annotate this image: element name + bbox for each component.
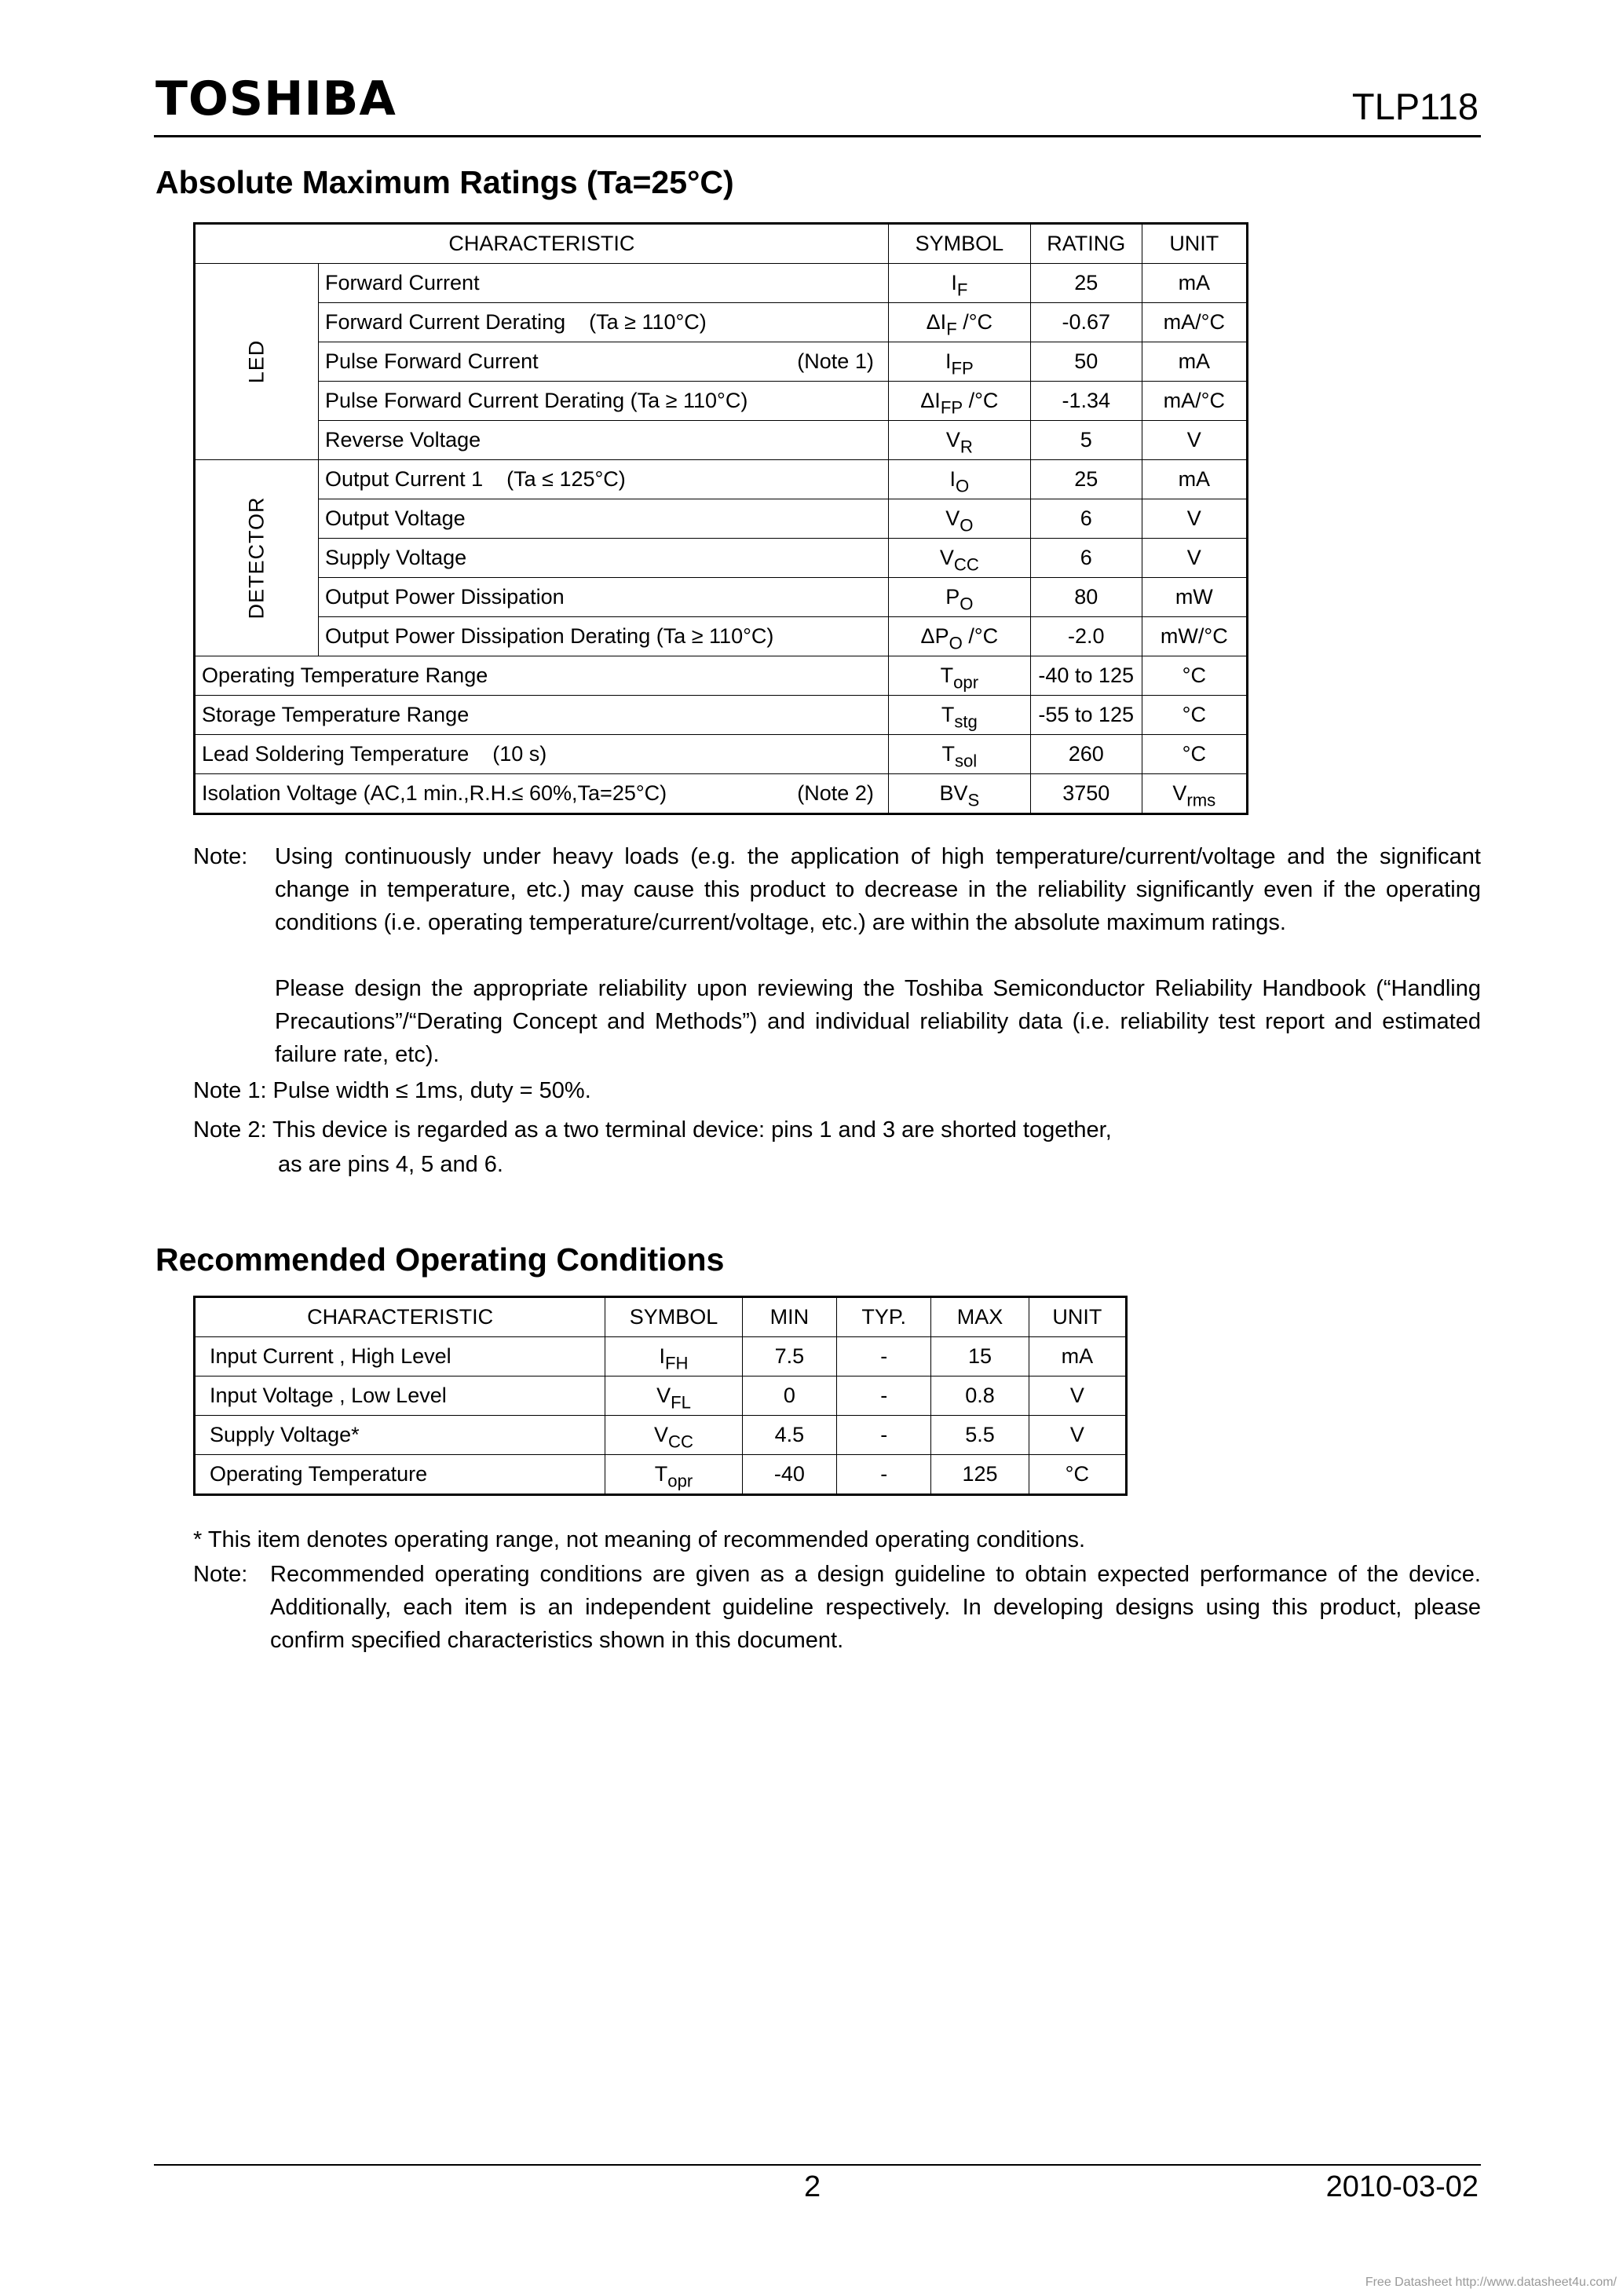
amr-header-unit: UNIT [1142,224,1247,264]
unit-base: °C [1182,703,1206,726]
characteristic-name: Output Power Dissipation [325,585,565,609]
rating-cell: 25 [1030,460,1142,499]
symbol-base: I [659,1344,666,1368]
amr-note-2 [275,972,1481,1071]
symbol-cell [888,303,1030,342]
table-row [195,382,1248,421]
group-label-text: LED [244,339,269,384]
rating-cell: 50 [1030,342,1142,382]
symbol-base: V [945,506,960,530]
symbol-subscript: S [967,790,980,810]
symbol-cell [888,774,1030,814]
amr-note [193,840,1481,939]
page-number: 2 [804,2170,821,2203]
symbol-cell [888,735,1030,774]
table-row [195,342,1248,382]
symbol-subscript: FP [951,358,974,378]
unit-cell [1142,539,1247,578]
symbol-base: T [654,1462,668,1486]
symbol-cell [888,656,1030,696]
symbol-subscript: opr [953,672,979,693]
symbol-base: ΔI [926,310,947,334]
symbol-subscript: O [949,633,963,653]
characteristic-note [874,546,882,570]
characteristic-cell [319,342,889,382]
roc-note [193,1558,1481,1657]
min-cell: 0 [742,1377,836,1416]
unit-base: mA [1178,271,1211,294]
rating-cell: 25 [1030,264,1142,303]
characteristic-name: Forward Current [325,271,480,294]
symbol-cell [605,1337,742,1377]
typ-cell: - [837,1337,931,1377]
table-row [195,1337,1127,1377]
unit-cell [1142,774,1247,814]
max-cell: 0.8 [931,1377,1029,1416]
symbol-subscript: FP [940,397,963,418]
symbol-subscript: O [960,515,974,536]
unit-cell: V [1029,1416,1126,1455]
unit-base: mA [1178,349,1211,373]
symbol-subscript: F [956,280,968,300]
symbol-cell [888,617,1030,656]
symbol-subscript: FL [671,1392,691,1413]
characteristic-cell [319,303,889,342]
symbol-cell [888,382,1030,421]
characteristic-name: Output Voltage [325,506,466,530]
unit-base: V [1172,781,1187,805]
rating-cell: 260 [1030,735,1142,774]
rating-cell: 80 [1030,578,1142,617]
unit-cell [1142,303,1247,342]
symbol-subscript: R [960,437,973,457]
table-row [195,421,1248,460]
unit-cell: °C [1029,1455,1126,1495]
unit-cell [1142,421,1247,460]
characteristic-name: Pulse Forward Current Derating (Ta ≥ 110°C) [325,389,748,412]
characteristic-cell: Input Current , High Level [195,1337,605,1377]
min-cell: 7.5 [742,1337,836,1377]
roc-header-unit: UNIT [1029,1297,1126,1337]
recommended-operating-conditions-table [193,1296,1128,1496]
symbol-base: P [945,585,960,609]
characteristic-note [874,389,882,413]
characteristic-cell [319,617,889,656]
characteristic-note [874,428,882,452]
table-row [195,1377,1127,1416]
amr-note-2-line-1: Note 2: This device is regarded as a two terminal device: pins 1 and 3 are shorted together, [193,1117,1112,1143]
characteristic-cell [319,578,889,617]
header-rule [154,135,1481,137]
symbol-suffix: /°C [956,310,993,334]
amr-header-rating: RATING [1030,224,1142,264]
symbol-base: I [945,349,952,373]
symbol-cell [888,499,1030,539]
characteristic-note [874,742,882,766]
unit-subscript: rms [1186,790,1216,810]
rating-cell: 6 [1030,539,1142,578]
characteristic-cell [319,539,889,578]
group-label-detector [195,460,319,656]
characteristic-note [874,506,882,531]
roc-header-min: MIN [742,1297,836,1337]
symbol-base: V [656,1384,671,1407]
amr-header-row [195,224,1248,264]
characteristic-note: (Note 1) [797,349,874,373]
symbol-base: I [951,271,957,294]
unit-base: °C [1182,664,1206,687]
characteristic-note [874,664,882,688]
unit-base: mA [1178,467,1211,491]
rating-cell: -0.67 [1030,303,1142,342]
characteristic-name: Output Power Dissipation Derating (Ta ≥ 110°C) [325,624,774,648]
characteristic-note [874,467,882,492]
rating-cell: 3750 [1030,774,1142,814]
characteristic-name: Storage Temperature Range [202,703,470,726]
table-row [195,696,1248,735]
characteristic-name: Reverse Voltage [325,428,481,452]
amr-body [195,264,1248,814]
unit-base: mA/°C [1163,389,1225,412]
characteristic-cell [195,696,889,735]
symbol-cell [888,342,1030,382]
table-row [195,303,1248,342]
unit-cell: V [1029,1377,1126,1416]
table-row [195,539,1248,578]
unit-cell [1142,617,1247,656]
characteristic-note: (Note 2) [797,781,874,805]
roc-body [195,1337,1127,1495]
rating-cell: -55 to 125 [1030,696,1142,735]
roc-note-label: Note: [193,1562,248,1587]
part-number: TLP118 [1351,86,1479,127]
symbol-base: V [654,1423,669,1446]
absolute-max-ratings-table [193,222,1248,815]
toshiba-logo: TOSHIBA [155,71,397,126]
roc-title: Recommended Operating Conditions [155,1241,725,1278]
min-cell: 4.5 [742,1416,836,1455]
symbol-base: I [949,467,956,491]
symbol-subscript: CC [668,1431,694,1452]
characteristic-name: Output Current 1 (Ta ≤ 125°C) [325,467,626,491]
symbol-subscript: FH [665,1353,689,1373]
watermark: Free Datasheet http://www.datasheet4u.com/ [1365,2276,1617,2289]
roc-note-text: Recommended operating conditions are given as a design guideline to obtain expected performance of the device. Additionally, each item is an independent guideline respectively. In developing designs using this product, please confirm specified characteristics shown in this document. [270,1562,1481,1653]
roc-header-typ: TYP. [837,1297,931,1337]
unit-base: °C [1182,742,1206,766]
symbol-cell [605,1455,742,1495]
characteristic-cell [195,656,889,696]
symbol-subscript: F [946,319,957,339]
symbol-base: T [941,742,955,766]
symbol-suffix: /°C [963,389,999,412]
unit-cell [1142,696,1247,735]
rating-cell: 6 [1030,499,1142,539]
symbol-base: V [945,428,960,452]
characteristic-cell: Operating Temperature [195,1455,605,1495]
characteristic-note [874,271,882,295]
amr-note-label: Note: [193,844,248,869]
rating-cell: -2.0 [1030,617,1142,656]
symbol-cell [888,264,1030,303]
characteristic-cell [319,499,889,539]
footer-rule [154,2164,1481,2166]
rating-cell: -40 to 125 [1030,656,1142,696]
unit-base: mW [1175,585,1213,609]
table-row [195,499,1248,539]
symbol-subscript: CC [953,554,979,575]
unit-cell [1142,460,1247,499]
amr-note-2-line-2: as are pins 4, 5 and 6. [278,1152,503,1177]
characteristic-note [874,310,882,335]
unit-base: V [1186,506,1201,530]
symbol-cell [888,421,1030,460]
roc-header-row [195,1297,1127,1337]
characteristic-note [874,624,882,649]
group-label-text: DETECTOR [244,496,269,620]
unit-cell [1142,656,1247,696]
unit-cell [1142,382,1247,421]
characteristic-cell [319,382,889,421]
symbol-base: ΔI [920,389,941,412]
symbol-subscript: stg [954,711,978,732]
unit-base: V [1186,428,1201,452]
roc-header-symbol: SYMBOL [605,1297,742,1337]
table-row [195,617,1248,656]
symbol-base: V [939,546,954,569]
table-row [195,264,1248,303]
characteristic-name: Lead Soldering Temperature (10 s) [202,742,547,766]
typ-cell: - [837,1455,931,1495]
symbol-base: BV [939,781,968,805]
unit-cell [1142,499,1247,539]
table-row [195,735,1248,774]
group-label-led [195,264,319,460]
symbol-base: T [941,703,955,726]
symbol-cell [888,460,1030,499]
characteristic-name: Isolation Voltage (AC,1 min.,R.H.≤ 60%,Ta=25°C) [202,781,667,805]
characteristic-cell [319,460,889,499]
symbol-suffix: /°C [962,624,999,648]
amr-title: Absolute Maximum Ratings (Ta=25°C) [155,164,734,200]
rating-cell: 5 [1030,421,1142,460]
symbol-cell [888,696,1030,735]
characteristic-cell: Supply Voltage* [195,1416,605,1455]
symbol-subscript: opr [667,1471,693,1491]
min-cell: -40 [742,1455,836,1495]
roc-header-max: MAX [931,1297,1029,1337]
characteristic-name: Pulse Forward Current [325,349,539,373]
characteristic-name: Operating Temperature Range [202,664,488,687]
table-row [195,1455,1127,1495]
symbol-cell [605,1377,742,1416]
roc-header-characteristic: CHARACTERISTIC [195,1297,605,1337]
symbol-subscript: O [960,594,974,614]
amr-note-1: Note 1: Pulse width ≤ 1ms, duty = 50%. [193,1078,591,1103]
rating-cell: -1.34 [1030,382,1142,421]
typ-cell: - [837,1416,931,1455]
characteristic-note [874,703,882,727]
characteristic-cell: Input Voltage , Low Level [195,1377,605,1416]
characteristic-note [874,585,882,609]
characteristic-cell [319,421,889,460]
unit-base: V [1186,546,1201,569]
amr-note-text-2: Please design the appropriate reliability upon reviewing the Toshiba Semiconductor Reliability Handbook (“Handling Precautions”/“Derating Concept and Methods”) and individual reliability data (i.e. reliability test report and estimated failure rate, etc). [275,976,1481,1067]
symbol-base: ΔP [920,624,949,648]
page-date: 2010-03-02 [1325,2170,1479,2203]
table-row [195,1416,1127,1455]
unit-base: mW/°C [1160,624,1228,648]
symbol-base: T [940,664,954,687]
amr-header-symbol: SYMBOL [888,224,1030,264]
amr-note-text: Using continuously under heavy loads (e.g. the application of high temperature/current/voltage and the significant change in temperature, etc.) may cause this product to decrease in the reliability significantly even if the operating conditions (i.e. operating temperature/current/voltage, etc.) are within the absolute maximum ratings. [275,844,1481,935]
characteristic-name: Forward Current Derating (Ta ≥ 110°C) [325,310,707,334]
symbol-cell [605,1416,742,1455]
characteristic-cell [195,774,889,814]
unit-cell [1142,578,1247,617]
unit-cell [1142,735,1247,774]
unit-cell: mA [1029,1337,1126,1377]
table-row [195,578,1248,617]
table-row [195,774,1248,814]
symbol-cell [888,539,1030,578]
max-cell: 5.5 [931,1416,1029,1455]
roc-asterisk-note: * This item denotes operating range, not meaning of recommended operating conditions. [193,1527,1085,1552]
max-cell: 15 [931,1337,1029,1377]
max-cell: 125 [931,1455,1029,1495]
characteristic-cell [319,264,889,303]
amr-header-characteristic: CHARACTERISTIC [195,224,889,264]
symbol-subscript: sol [954,751,978,771]
table-row [195,460,1248,499]
characteristic-cell [195,735,889,774]
symbol-subscript: O [955,476,970,496]
characteristic-name: Supply Voltage [325,546,467,569]
symbol-cell [888,578,1030,617]
unit-cell [1142,264,1247,303]
unit-cell [1142,342,1247,382]
unit-base: mA/°C [1163,310,1225,334]
table-row [195,656,1248,696]
typ-cell: - [837,1377,931,1416]
